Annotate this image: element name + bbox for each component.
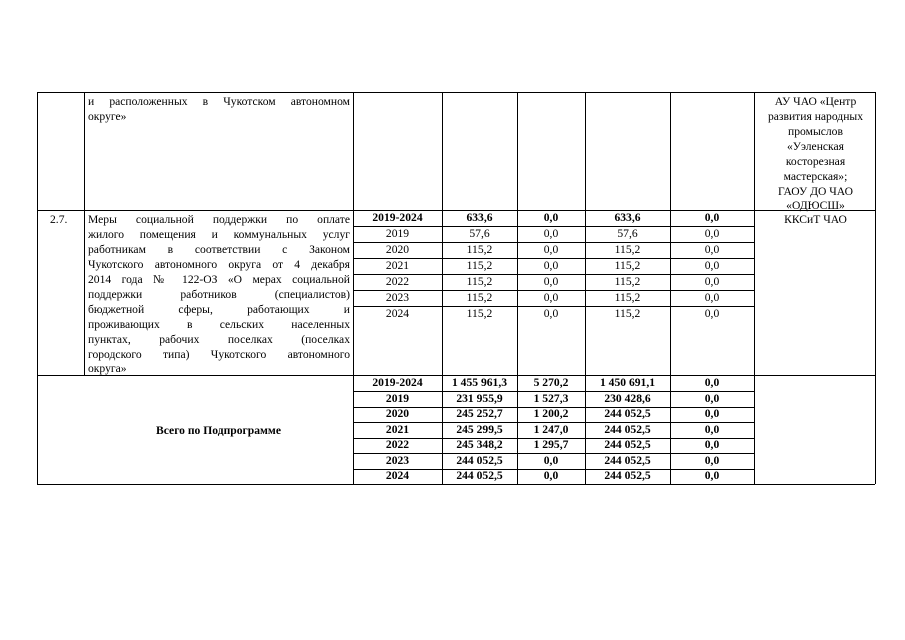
year-cell: 2021 — [385, 423, 410, 436]
total-cell: 245 299,5 — [456, 423, 503, 436]
total-cell: 115,2 — [466, 243, 493, 256]
year-cell: 2023 — [385, 291, 410, 304]
top-row-name-line: и расположенных в Чукотском автономном — [88, 95, 350, 108]
row-name-line: бюджетной сферы, работающих и — [88, 303, 350, 316]
value-cell: 115,2 — [614, 275, 641, 288]
value-cell: 0,0 — [704, 454, 720, 467]
total-cell: 115,2 — [466, 259, 493, 272]
row-name-line: округа» — [88, 362, 127, 375]
value-cell: 0,0 — [543, 275, 559, 288]
total-cell: 1 455 961,3 — [451, 376, 508, 389]
value-cell: 0,0 — [704, 438, 720, 451]
value-cell: 1 450 691,1 — [599, 376, 656, 389]
value-cell: 115,2 — [614, 243, 641, 256]
table-right-border — [875, 92, 876, 484]
total-cell: 633,6 — [466, 211, 493, 224]
executor-line: ГАОУ ДО ЧАО — [778, 185, 853, 198]
year-cell: 2022 — [385, 438, 410, 451]
row-name-line: поддержки работников (специалистов) — [88, 288, 350, 301]
value-cell: 0,0 — [704, 469, 720, 482]
total-cell: 245 348,2 — [456, 438, 503, 451]
year-cell: 2019 — [385, 392, 410, 405]
total-cell: 57,6 — [469, 227, 490, 240]
value-cell: 1 247,0 — [533, 423, 569, 436]
executor-line: мастерская»; — [783, 170, 848, 183]
value-cell: 0,0 — [543, 307, 559, 320]
executor-line: АУ ЧАО «Центр — [774, 95, 857, 108]
total-cell: 245 252,7 — [456, 407, 503, 420]
total-cell: 115,2 — [466, 291, 493, 304]
value-cell: 115,2 — [614, 259, 641, 272]
value-cell: 0,0 — [543, 227, 559, 240]
value-cell: 0,0 — [543, 469, 559, 482]
total-cell: 231 955,9 — [456, 392, 503, 405]
value-cell: 1 527,3 — [533, 392, 569, 405]
value-cell: 5 270,2 — [533, 376, 569, 389]
value-cell: 244 052,5 — [604, 438, 651, 451]
value-cell: 633,6 — [614, 211, 641, 224]
value-cell: 0,0 — [543, 259, 559, 272]
row-name-line: 2014 года № 122-ОЗ «О мерах социальной — [88, 273, 350, 286]
year-cell: 2020 — [385, 243, 410, 256]
value-cell: 0,0 — [704, 211, 720, 224]
value-cell: 115,2 — [614, 307, 641, 320]
year-cell: 2019-2024 — [372, 211, 423, 224]
value-cell: 0,0 — [704, 275, 720, 288]
total-cell: 244 052,5 — [456, 454, 503, 467]
year-cell: 2019 — [385, 227, 410, 240]
value-cell: 0,0 — [704, 407, 720, 420]
value-cell: 57,6 — [617, 227, 638, 240]
executor-line: «ОДЮСШ» — [786, 199, 845, 212]
row-number: 2.7. — [50, 213, 68, 226]
value-cell: 1 295,7 — [533, 438, 569, 451]
table-top-border — [37, 92, 875, 93]
value-cell: 244 052,5 — [604, 469, 651, 482]
value-cell: 0,0 — [543, 291, 559, 304]
column-divider — [84, 92, 85, 375]
row-name-line: жилого помещения и коммунальных услуг — [88, 228, 350, 241]
year-cell: 2020 — [385, 407, 410, 420]
value-cell: 0,0 — [543, 211, 559, 224]
total-cell: 244 052,5 — [456, 469, 503, 482]
total-cell: 115,2 — [466, 307, 493, 320]
value-cell: 0,0 — [704, 307, 720, 320]
year-cell: 2024 — [385, 469, 410, 482]
row-name-line: городского типа) Чукотского автономного — [88, 348, 350, 361]
value-cell: 0,0 — [704, 227, 720, 240]
value-cell: 1 200,2 — [533, 407, 569, 420]
value-cell: 0,0 — [704, 376, 720, 389]
executor-line: развития народных — [767, 110, 863, 123]
value-cell: 230 428,6 — [604, 392, 651, 405]
year-cell: 2019-2024 — [372, 376, 423, 389]
value-cell: 244 052,5 — [604, 407, 651, 420]
year-cell: 2024 — [385, 307, 410, 320]
value-cell: 244 052,5 — [604, 423, 651, 436]
year-cell: 2023 — [385, 454, 410, 467]
table-bottom-border — [37, 484, 875, 485]
value-cell: 0,0 — [704, 291, 720, 304]
column-divider — [754, 92, 755, 484]
value-cell: 115,2 — [614, 291, 641, 304]
year-cell: 2022 — [385, 275, 410, 288]
row-name-line: пунктах, рабочих поселках (поселках — [88, 333, 350, 346]
row-name-line: Чукотского автономного округа от 4 декабря — [88, 258, 350, 271]
row-name-line: проживающих в сельских населенных — [88, 318, 350, 331]
value-cell: 0,0 — [704, 423, 720, 436]
value-cell: 244 052,5 — [604, 454, 651, 467]
row-name-line: Меры социальной поддержки по оплате — [88, 213, 350, 226]
value-cell: 0,0 — [704, 259, 720, 272]
total-cell: 115,2 — [466, 275, 493, 288]
executor-line: «Уэленская — [787, 140, 844, 153]
executor-line: промыслов — [788, 125, 843, 138]
year-cell: 2021 — [385, 259, 410, 272]
top-row-name-line: округе» — [88, 110, 127, 123]
row-name-line: работникам в соответствии с Законом — [88, 243, 350, 256]
value-cell: 0,0 — [704, 243, 720, 256]
total-label: Всего по Подпрограмме — [156, 424, 281, 437]
value-cell: 0,0 — [543, 454, 559, 467]
value-cell: 0,0 — [543, 243, 559, 256]
table-left-border — [37, 92, 38, 484]
executor-line: косторезная — [785, 155, 846, 168]
executor: ККСиТ ЧАО — [784, 213, 847, 226]
value-cell: 0,0 — [704, 392, 720, 405]
